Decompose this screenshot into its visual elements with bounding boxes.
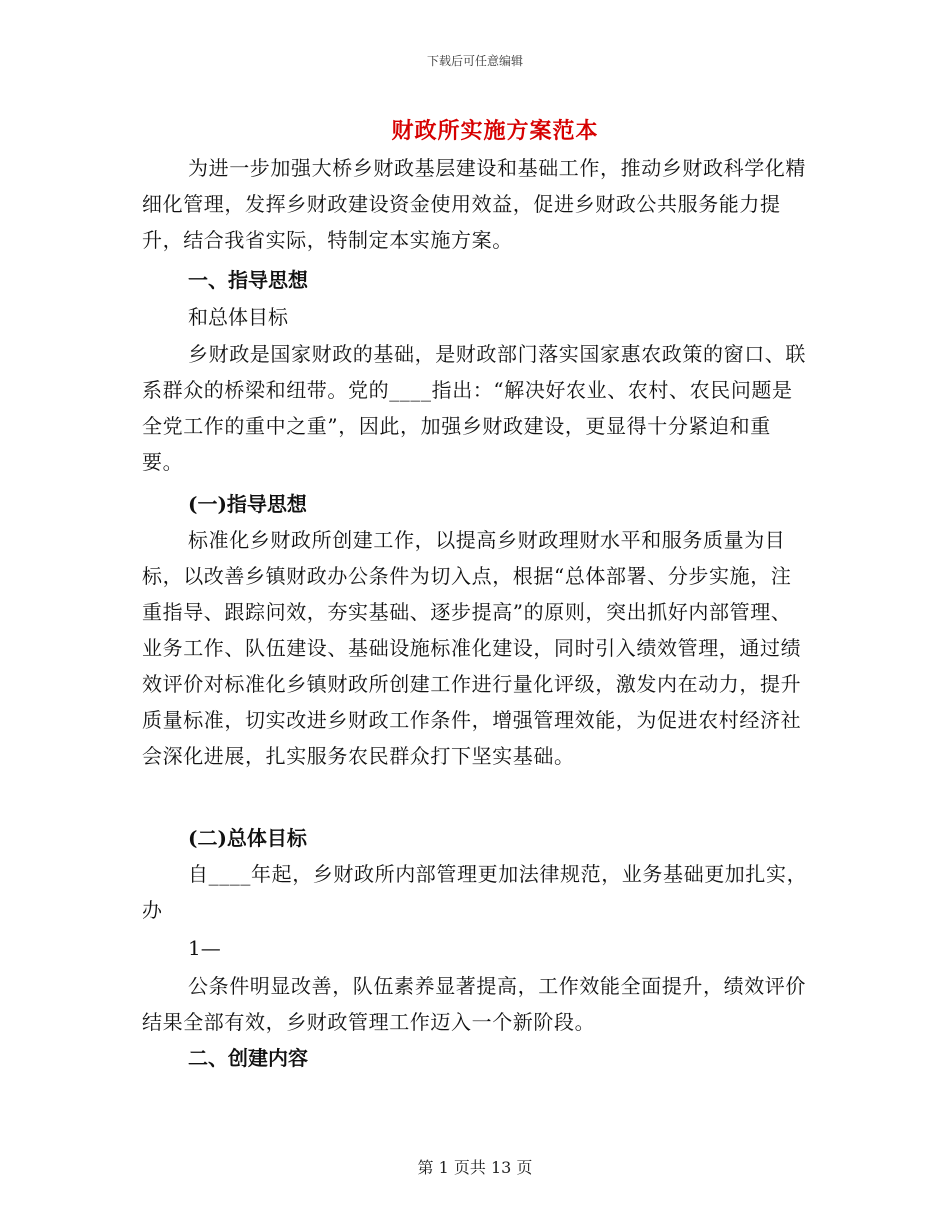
header-note: 下载后可任意编辑: [426, 54, 523, 68]
section2-heading: 二、创建内容: [188, 1046, 308, 1070]
section1-paragraph: 乡财政是国家财政的基础，是财政部门落实国家惠农政策的窗口、联系群众的桥梁和纽带。党的____指出：“解决好农业、农村、农民问题是全党工作的重中之重”，因此，加强乡财政建设，更显得十分紧迫和重要。: [142, 342, 806, 474]
section1-heading: 一、指导思想: [188, 268, 308, 292]
sub2-paragraph-b: 公条件明显改善，队伍素养显著提高，工作效能全面提升，绩效评价结果全部有效，乡财政管理工作迈入一个新阶段。: [142, 974, 806, 1034]
sub2-paragraph-a: 自____年起，乡财政所内部管理更加法律规范，业务基础更加扎实，办: [142, 862, 808, 922]
sub1-heading: (一)指导思想: [188, 492, 307, 516]
page-footer: 第 1 页共 13 页: [417, 1158, 533, 1177]
document-title: 财政所实施方案范本: [391, 118, 599, 144]
page-marker: 1—: [188, 936, 221, 960]
section1-subheading: 和总体目标: [188, 305, 288, 329]
intro-paragraph: 为进一步加强大桥乡财政基层建设和基础工作，推动乡财政科学化精细化管理，发挥乡财政建设资金使用效益，促进乡财政公共服务能力提升，结合我省实际，特制定本实施方案。: [142, 156, 806, 252]
sub1-paragraph: 标准化乡财政所创建工作，以提高乡财政理财水平和服务质量为目标，以改善乡镇财政办公条件为切入点，根据“总体部署、分步实施，注重指导、跟踪问效，夯实基础、逐步提高”的原则，突出抓好内部管理、业务工作、队伍建设、基础设施标准化建设，同时引入绩效管理，通过绩效评价对标准化乡镇财政所创建工作进行量化评级，激发内在动力，提升质量标准，切实改进乡财政工作条件，增强管理效能，为促进农村经济社会深化进展，扎实服务农民群众打下坚实基础。: [142, 528, 802, 768]
sub2-heading: (二)总体目标: [188, 826, 307, 850]
